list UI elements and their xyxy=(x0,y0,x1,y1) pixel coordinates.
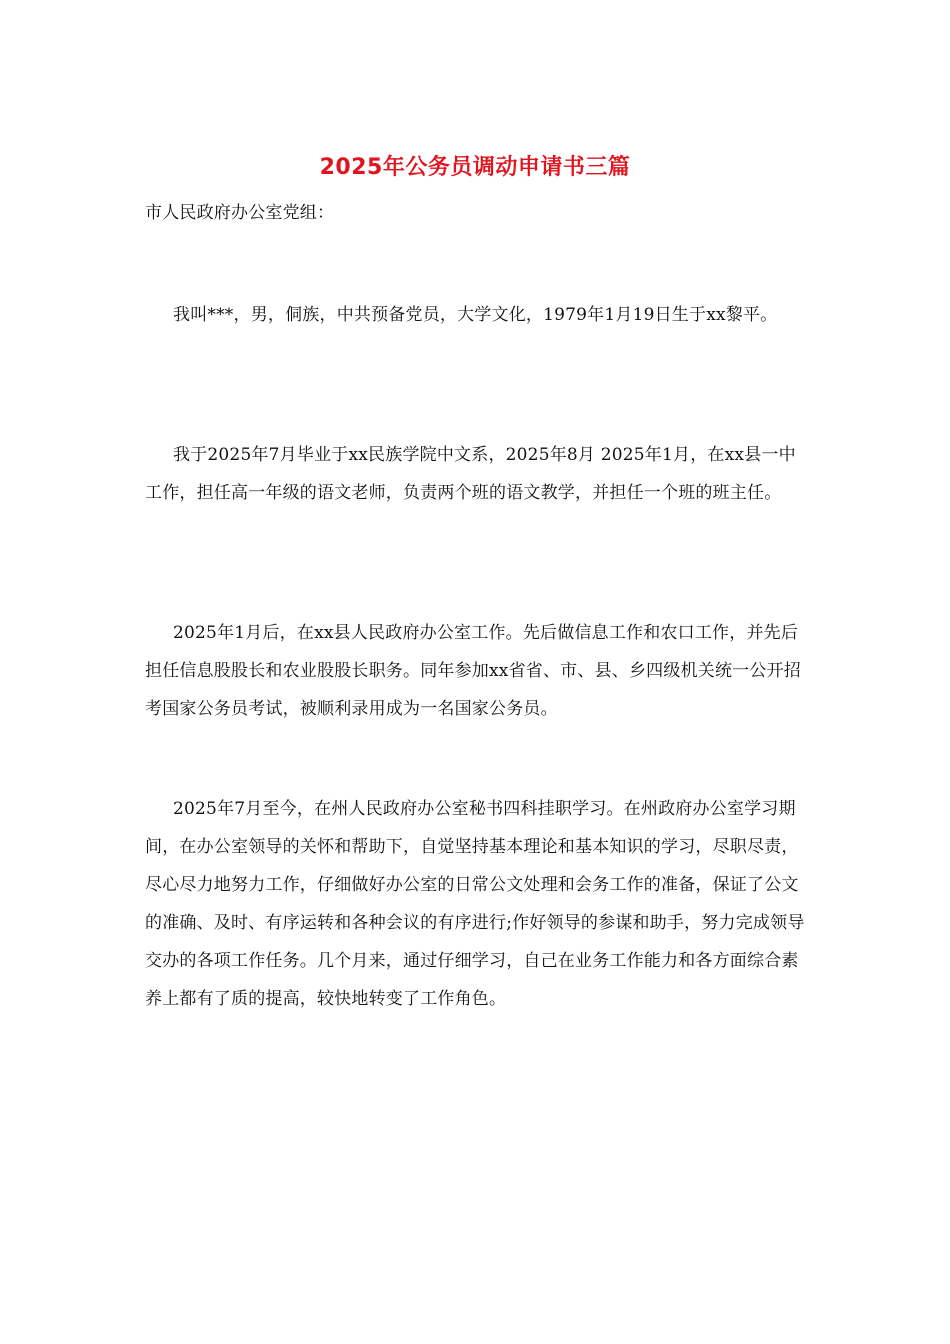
paragraph-prefecture-office-study: 2025年7月至今，在州人民政府办公室秘书四科挂职学习。在州政府办公室学习期间，在办公室领导的关怀和帮助下，自觉坚持基本理论和基本知识的学习，尽职尽责，尽心尽力地努力工作，仔细做好办公室的日常公文处理和会务工作的准备，保证了公文的准确、及时、有序运转和各种会议的有序进行;作好领导的参谋和助手，努力完成领导交办的各项工作任务。几个月来，通过仔细学习，自己在业务工作能力和各方面综合素养上都有了质的提高，较快地转变了工作角色。 xyxy=(145,799,805,1009)
paragraph-county-office-work: 2025年1月后，在xx县人民政府办公室工作。先后做信息工作和农口工作，并先后担任信息股股长和农业股股长职务。同年参加xx省省、市、县、乡四级机关统一公开招考国家公务员考试，被顺利录用成为一名国家公务员。 xyxy=(145,623,801,719)
paragraph-personal-info: 我叫***，男，侗族，中共预备党员，大学文化，1979年1月19日生于xx黎平。 xyxy=(173,305,778,325)
document-title: 2025年公务员调动申请书三篇 xyxy=(319,155,631,180)
salutation: 市人民政府办公室党组： xyxy=(145,203,335,223)
paragraph-teaching-experience: 我于2025年7月毕业于xx民族学院中文系，2025年8月 2025年1月，在xx县一中工作，担任高一年级的语文老师，负责两个班的语文教学，并担任一个班的班主任。 xyxy=(145,445,796,503)
